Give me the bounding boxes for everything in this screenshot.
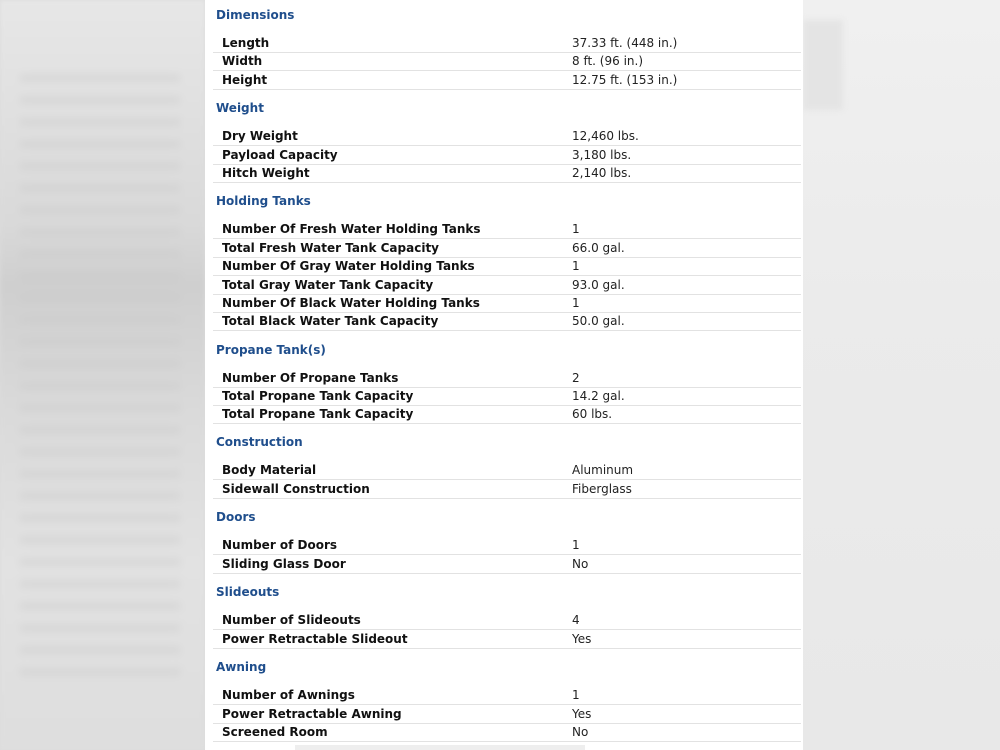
blurred-background-right <box>803 0 1000 750</box>
specifications-panel <box>205 0 803 750</box>
spec-value: 66.0 gal. <box>572 241 625 255</box>
spec-row <box>213 312 801 331</box>
spec-label: Number of Slideouts <box>222 613 361 627</box>
spec-label: Total Black Water Tank Capacity <box>222 314 439 328</box>
spec-value: 3,180 lbs. <box>572 148 632 162</box>
spec-label: Number Of Propane Tanks <box>222 371 399 385</box>
spec-row <box>213 630 801 649</box>
spec-label: Number Of Gray Water Holding Tanks <box>222 259 475 273</box>
spec-value: Yes <box>572 707 592 721</box>
spec-label: Height <box>222 73 268 87</box>
spec-value: 1 <box>572 538 580 552</box>
section-title-weight: Weight <box>216 101 264 115</box>
spec-row <box>213 164 801 183</box>
spec-row <box>213 220 801 239</box>
spec-value: 4 <box>572 613 580 627</box>
spec-row <box>213 480 801 499</box>
spec-label: Length <box>222 36 270 50</box>
spec-value: 1 <box>572 296 580 310</box>
spec-row <box>213 34 801 53</box>
spec-label: Total Gray Water Tank Capacity <box>222 278 434 292</box>
spec-label: Number of Doors <box>222 538 338 552</box>
spec-row <box>213 723 801 742</box>
spec-label: Screened Room <box>222 725 328 739</box>
spec-value: 1 <box>572 222 580 236</box>
spec-value: 50.0 gal. <box>572 314 625 328</box>
spec-value: 14.2 gal. <box>572 389 625 403</box>
spec-value: No <box>572 557 589 571</box>
spec-label: Dry Weight <box>222 129 298 143</box>
spec-label: Number Of Fresh Water Holding Tanks <box>222 222 481 236</box>
spec-value: 12,460 lbs. <box>572 129 639 143</box>
spec-value: 8 ft. (96 in.) <box>572 54 643 68</box>
spec-value: No <box>572 725 589 739</box>
section-title-construction: Construction <box>216 435 303 449</box>
spec-value: 2,140 lbs. <box>572 166 632 180</box>
spec-value: 2 <box>572 371 580 385</box>
section-title-doors: Doors <box>216 510 256 524</box>
spec-label: Number Of Black Water Holding Tanks <box>222 296 480 310</box>
spec-label: Total Propane Tank Capacity <box>222 407 414 421</box>
section-title-awning: Awning <box>216 660 267 674</box>
spec-row <box>213 536 801 555</box>
spec-row <box>213 555 801 574</box>
spec-label: Width <box>222 54 263 68</box>
section-title-propane: Propane Tank(s) <box>216 343 326 357</box>
spec-label: Power Retractable Awning <box>222 707 402 721</box>
spec-row <box>213 257 801 276</box>
spec-row <box>213 369 801 388</box>
spec-label: Sliding Glass Door <box>222 557 346 571</box>
blurred-background-left <box>0 0 205 750</box>
spec-row <box>213 611 801 630</box>
spec-label: Body Material <box>222 463 317 477</box>
spec-row <box>213 127 801 146</box>
section-title-slideouts: Slideouts <box>216 585 280 599</box>
spec-value: 93.0 gal. <box>572 278 625 292</box>
spec-row <box>213 461 801 480</box>
spec-value: 12.75 ft. (153 in.) <box>572 73 678 87</box>
spec-label: Number of Awnings <box>222 688 355 702</box>
spec-label: Total Propane Tank Capacity <box>222 389 414 403</box>
spec-value: Fiberglass <box>572 482 632 496</box>
spec-row <box>213 239 801 258</box>
spec-label: Sidewall Construction <box>222 482 370 496</box>
spec-row <box>213 705 801 724</box>
spec-row <box>213 387 801 406</box>
spec-value: 60 lbs. <box>572 407 613 421</box>
next-section-strip <box>295 745 585 750</box>
spec-row <box>213 405 801 424</box>
spec-row <box>213 686 801 705</box>
spec-row <box>213 276 801 295</box>
spec-value: Yes <box>572 632 592 646</box>
spec-row <box>213 294 801 313</box>
section-title-holding-tanks: Holding Tanks <box>216 194 311 208</box>
spec-value: 1 <box>572 259 580 273</box>
section-title-dimensions: Dimensions <box>216 8 295 22</box>
spec-label: Power Retractable Slideout <box>222 632 408 646</box>
spec-label: Hitch Weight <box>222 166 310 180</box>
spec-row <box>213 146 801 165</box>
spec-value: Aluminum <box>572 463 634 477</box>
spec-value: 1 <box>572 688 580 702</box>
spec-row <box>213 52 801 71</box>
spec-label: Payload Capacity <box>222 148 338 162</box>
spec-label: Total Fresh Water Tank Capacity <box>222 241 440 255</box>
spec-row <box>213 71 801 90</box>
spec-value: 37.33 ft. (448 in.) <box>572 36 678 50</box>
